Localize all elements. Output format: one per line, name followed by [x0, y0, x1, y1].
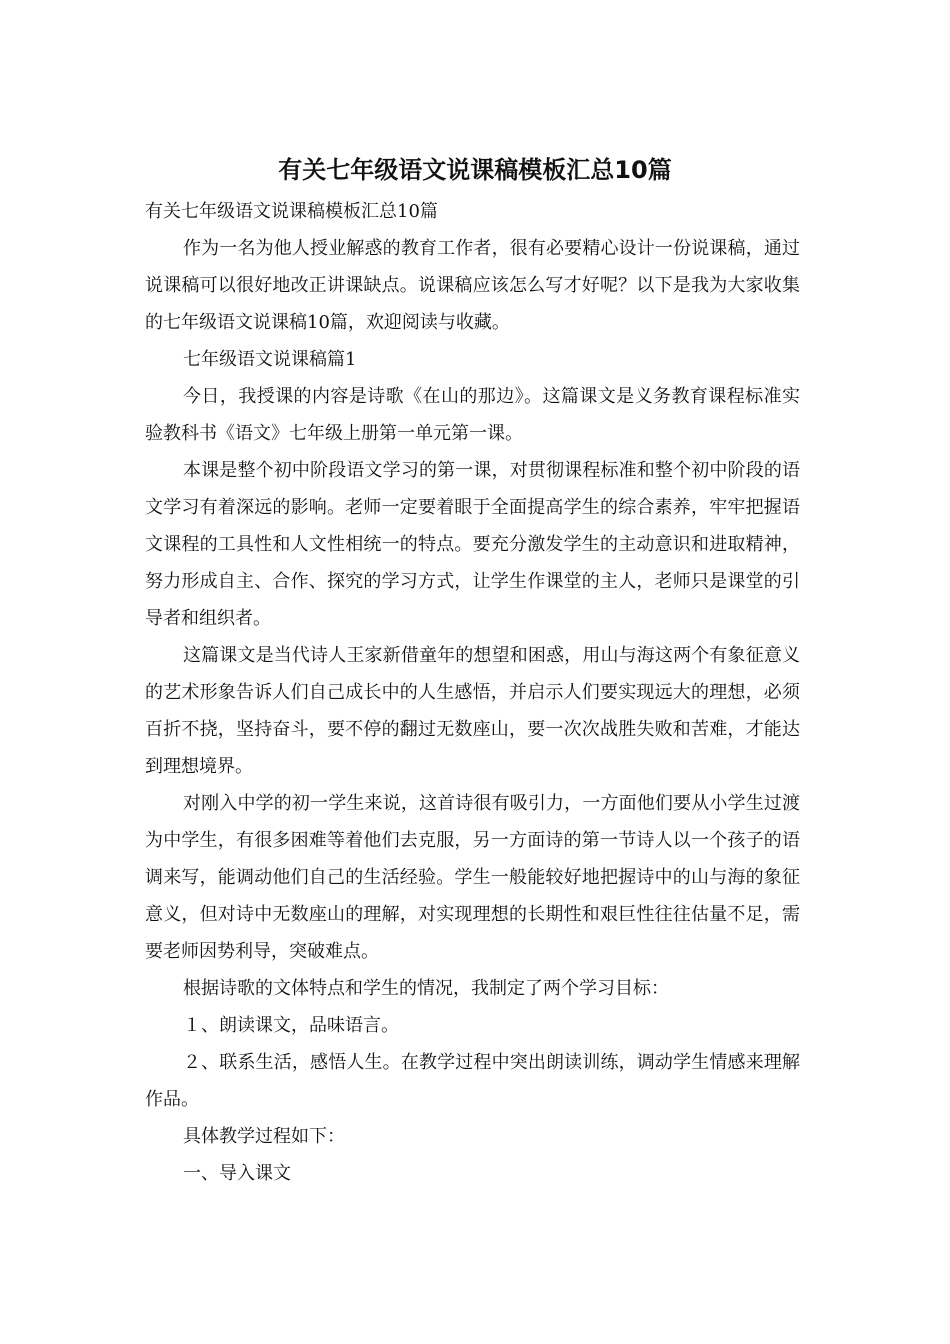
section-heading: 七年级语文说课稿篇1	[183, 349, 357, 370]
document-title: 有关七年级语文说课稿模板汇总10篇	[278, 156, 672, 184]
body-paragraph: 这篇课文是当代诗人王家新借童年的想望和困惑，用山与海这两个有象征意义的艺术形象告诉人们自己成长中的人生感悟，并启示人们要实现远大的理想，必须百折不挠，坚持奋斗，要不停的翻过无数座山，要一次次战胜失败和苦难，才能达到理想境界。	[145, 645, 800, 777]
goal-item: ２、联系生活，感悟人生。在教学过程中突出朗读训练，调动学生情感来理解作品。	[145, 1052, 800, 1110]
section-heading: 一、导入课文	[183, 1163, 291, 1184]
intro-paragraph: 作为一名为他人授业解惑的教育工作者，很有必要精心设计一份说课稿，通过说课稿可以很好地改正讲课缺点。说课稿应该怎么写才好呢？以下是我为大家收集的七年级语文说课稿10篇，欢迎阅读与收藏。	[145, 238, 800, 333]
body-paragraph: 对刚入中学的初一学生来说，这首诗很有吸引力，一方面他们要从小学生过渡为中学生，有很多困难等着他们去克服，另一方面诗的第一节诗人以一个孩子的语调来写，能调动他们自己的生活经验。学生一般能较好地把握诗中的山与海的象征意义，但对诗中无数座山的理解，对实现理想的长期性和艰巨性往往估量不足，需要老师因势利导，突破难点。	[145, 793, 800, 962]
subtitle-paragraph: 有关七年级语文说课稿模板汇总10篇	[145, 201, 438, 222]
goal-item: １、朗读课文，品味语言。	[183, 1015, 399, 1036]
body-paragraph: 根据诗歌的文体特点和学生的情况，我制定了两个学习目标：	[183, 978, 669, 999]
document-body	[145, 193, 800, 1192]
body-paragraph: 今日，我授课的内容是诗歌《在山的那边》。这篇课文是义务教育课程标准实验教科书《语文》七年级上册第一单元第一课。	[145, 386, 800, 444]
body-paragraph: 具体教学过程如下：	[183, 1126, 345, 1147]
body-paragraph: 本课是整个初中阶段语文学习的第一课，对贯彻课程标准和整个初中阶段的语文学习有着深远的影响。老师一定要着眼于全面提高学生的综合素养，牢牢把握语文课程的工具性和人文性相统一的特点。要充分激发学生的主动意识和进取精神，努力形成自主、合作、探究的学习方式，让学生作课堂的主人，老师只是课堂的引导者和组织者。	[145, 460, 800, 629]
